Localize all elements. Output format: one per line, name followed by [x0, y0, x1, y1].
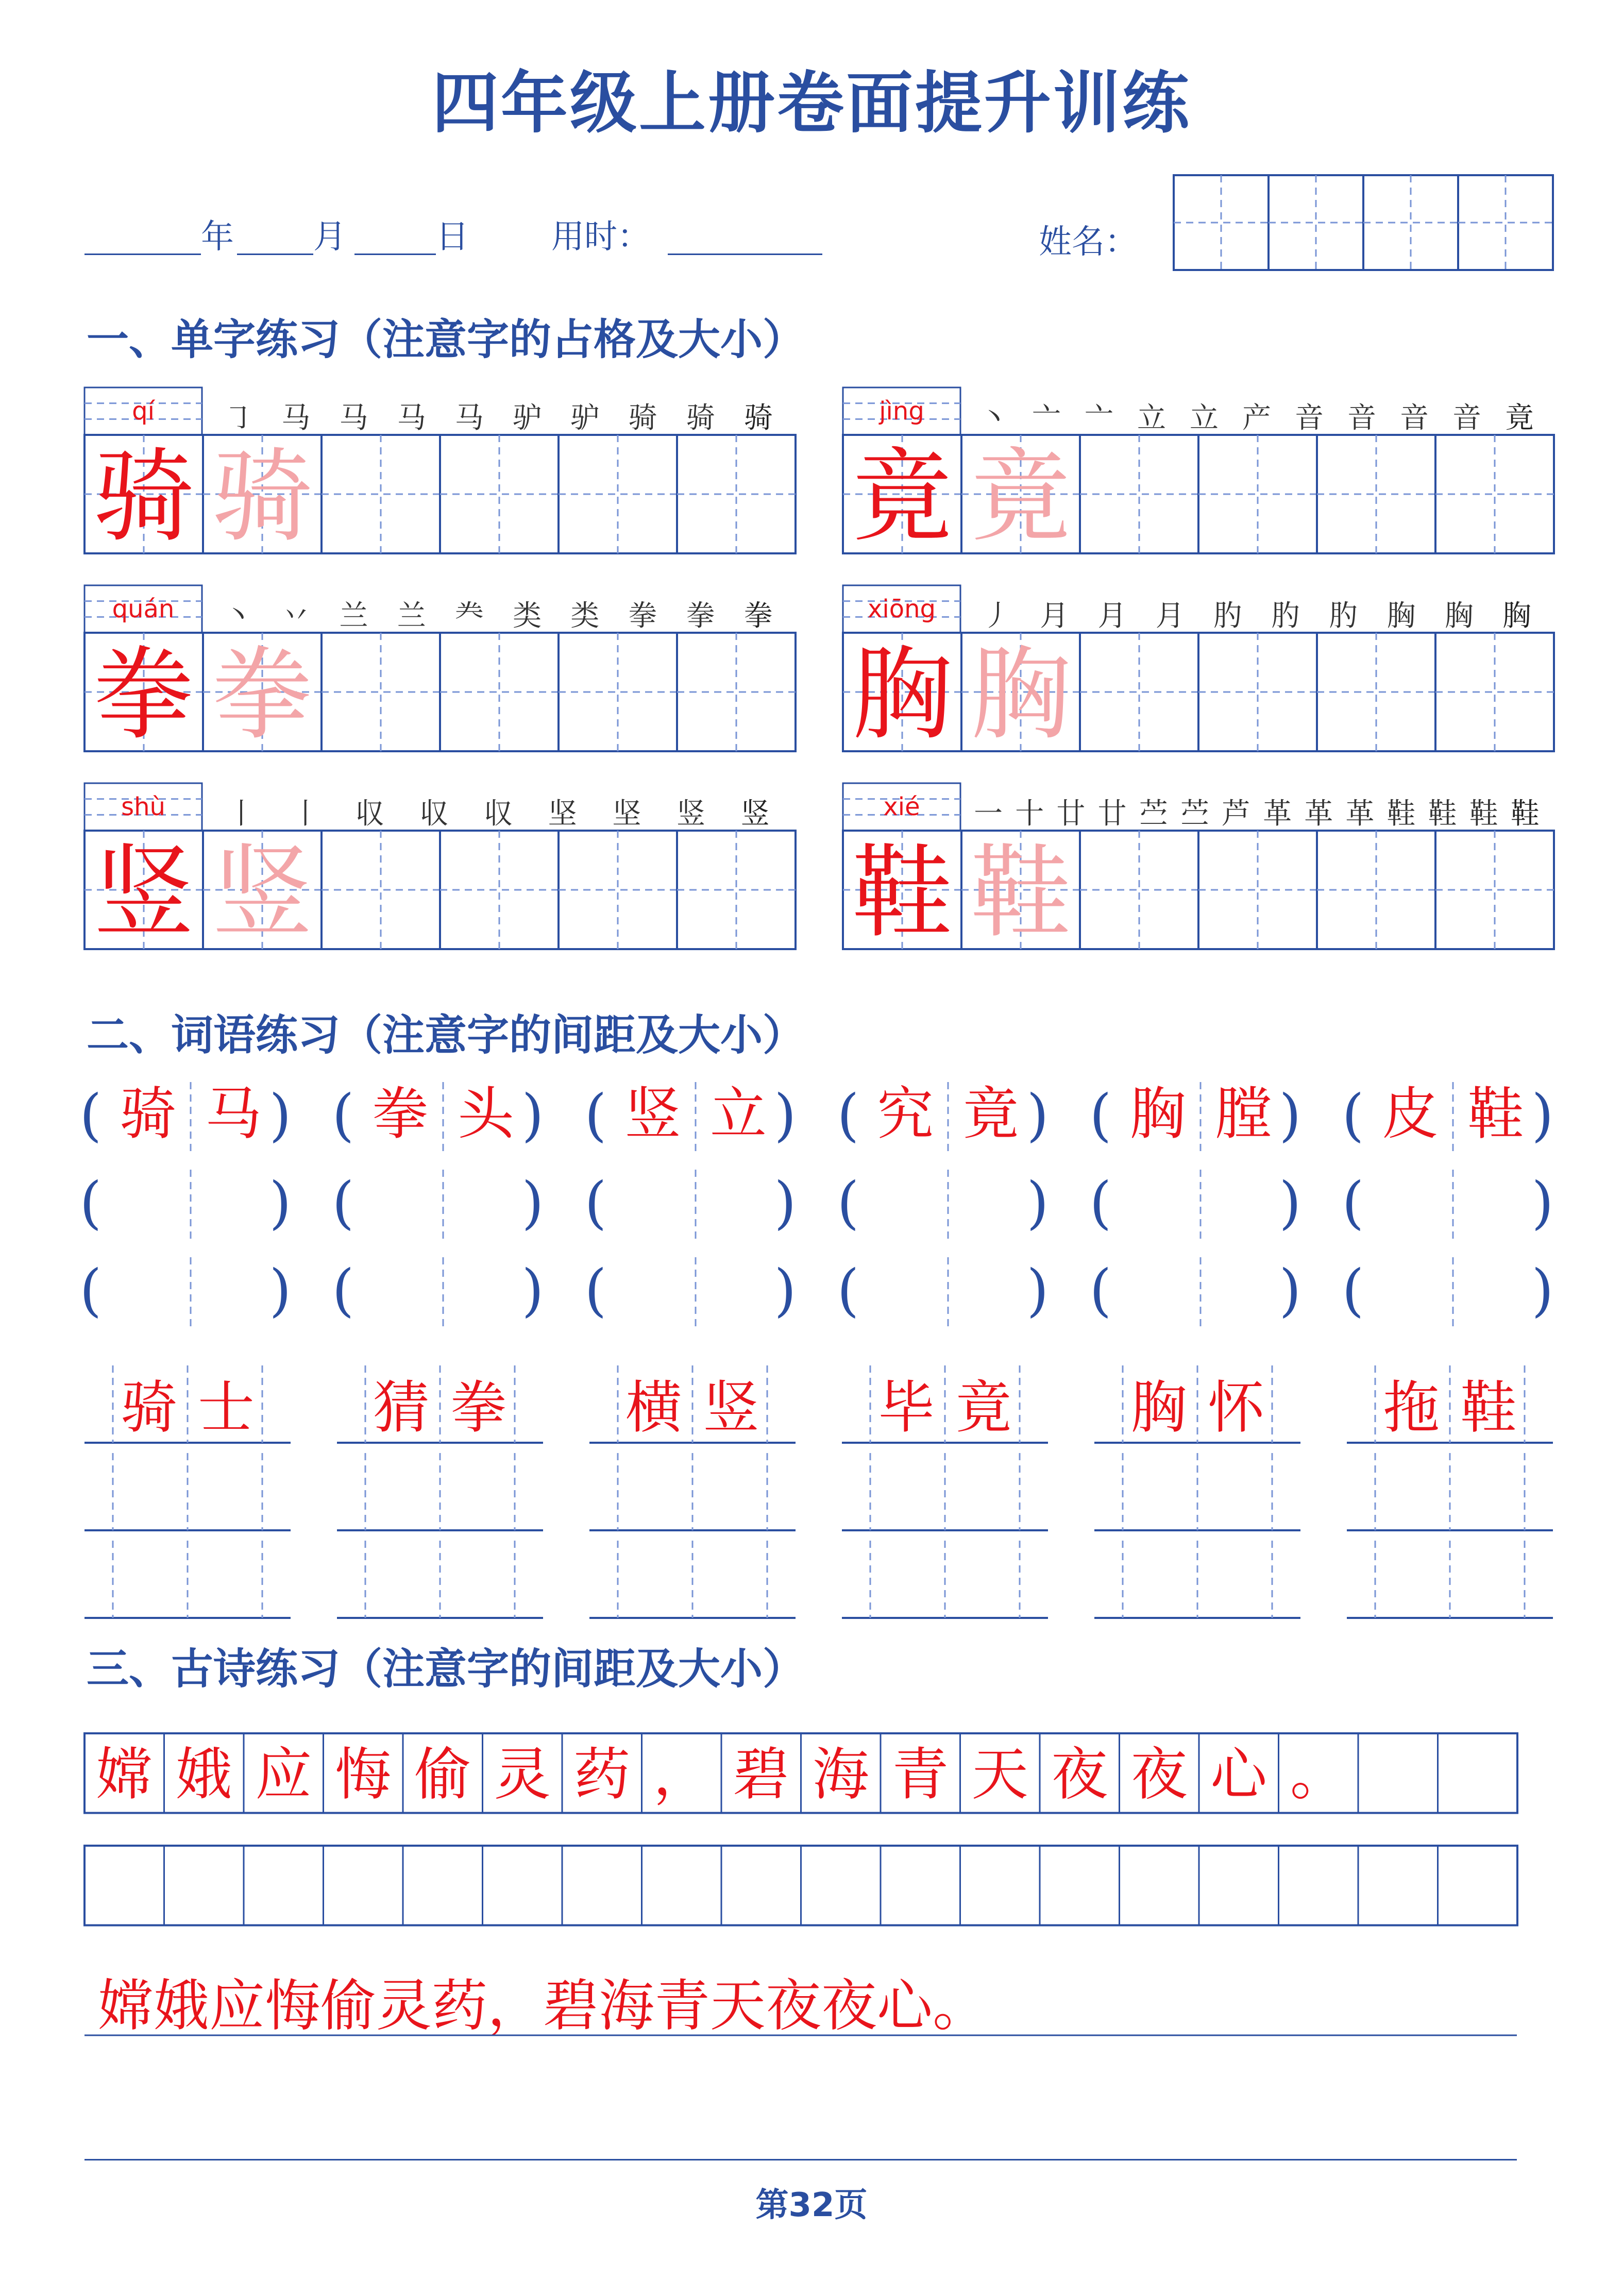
day-label: 日 — [436, 218, 469, 256]
stroke-order-step: 亠 — [1085, 401, 1113, 435]
name-label: 姓名： — [1039, 223, 1138, 261]
poem-line: 嫦娥应悔偷灵药，碧海青天夜夜心。 — [98, 1974, 989, 2038]
stroke-order-step: 竖 — [740, 797, 770, 831]
stroke-order-step: 马 — [397, 401, 426, 435]
trace-character: 胸 — [970, 636, 1072, 754]
stroke-order-step: 肑 — [1271, 599, 1300, 633]
model-character: 竟 — [851, 438, 953, 556]
bracket-close: ) — [774, 1257, 797, 1323]
year-label: 年 — [201, 218, 234, 256]
poem-char: 心 — [1210, 1742, 1267, 1808]
stroke-order-step: 丶 — [979, 401, 1008, 435]
bracket-open: ( — [1089, 1082, 1112, 1148]
stroke-order-step: 丷 — [281, 599, 311, 633]
word-char: 究 — [877, 1081, 934, 1147]
bracket-open: ( — [837, 1170, 859, 1236]
word-char: 竖 — [703, 1375, 759, 1441]
stroke-order-step: 竟 — [1505, 401, 1534, 435]
word-char: 怀 — [1208, 1375, 1264, 1441]
word-char: 皮 — [1382, 1081, 1439, 1147]
model-character: 拳 — [93, 636, 195, 754]
stroke-order-step: 音 — [1295, 401, 1324, 435]
stroke-order-step: 立 — [1190, 401, 1219, 435]
footer-line — [84, 2159, 1517, 2160]
model-character: 胸 — [851, 636, 953, 754]
poem-char: 碧 — [733, 1742, 790, 1808]
bracket-open: ( — [332, 1082, 354, 1148]
word-char: 膛 — [1215, 1081, 1272, 1147]
stroke-order-step: 丨 — [291, 797, 320, 831]
section-3-title: 三、古诗练习（注意字的间距及大小） — [87, 1645, 805, 1694]
bracket-close: ) — [269, 1257, 292, 1323]
pinyin-label: jìng — [879, 397, 924, 426]
word-char: 横 — [625, 1375, 682, 1441]
trace-character: 鞋 — [970, 834, 1072, 952]
bracket-open: ( — [79, 1257, 102, 1323]
page-number: 第32页 — [755, 2186, 868, 2224]
bracket-open: ( — [1089, 1257, 1112, 1323]
bracket-open: ( — [1342, 1082, 1364, 1148]
stroke-order-step: 音 — [1347, 401, 1376, 435]
stroke-order-step: 音 — [1452, 401, 1481, 435]
trace-character: 竖 — [211, 834, 313, 952]
bracket-close: ) — [521, 1257, 544, 1323]
word-char: 鞋 — [1460, 1375, 1517, 1441]
bracket-open: ( — [1342, 1257, 1364, 1323]
bracket-close: ) — [774, 1170, 797, 1236]
bracket-close: ) — [269, 1082, 292, 1148]
stroke-order-step: 苎 — [1180, 797, 1209, 831]
word-char: 竖 — [624, 1081, 681, 1147]
bracket-close: ) — [1026, 1082, 1049, 1148]
stroke-order-step: 类 — [513, 599, 542, 633]
stroke-order-step: 龹 — [454, 599, 484, 633]
poem-char: 青 — [892, 1742, 949, 1808]
bracket-close: ) — [1531, 1082, 1554, 1148]
word-char: 骑 — [120, 1081, 176, 1147]
word-char: 毕 — [878, 1375, 935, 1441]
stroke-order-step: 坚 — [548, 797, 577, 831]
poem-char: 嫦 — [96, 1742, 153, 1808]
stroke-order-step: 肑 — [1329, 599, 1358, 633]
word-char: 立 — [710, 1081, 767, 1147]
stroke-order-step: ㇆ — [224, 401, 253, 435]
stroke-order-step: 収 — [355, 797, 384, 831]
stroke-order-step: 驴 — [513, 401, 542, 435]
word-char: 竟 — [955, 1375, 1012, 1441]
word-char: 拳 — [372, 1081, 429, 1147]
bracket-open: ( — [1089, 1170, 1112, 1236]
word-char: 拖 — [1383, 1375, 1440, 1441]
word-char: 鞋 — [1467, 1081, 1524, 1147]
trace-character: 拳 — [211, 636, 313, 754]
stroke-order-step: 丶 — [224, 599, 253, 633]
poem-char: ， — [653, 1742, 710, 1808]
bracket-close: ) — [1531, 1170, 1554, 1236]
stroke-order-step: 胸 — [1444, 599, 1474, 633]
word-char: 猜 — [373, 1375, 430, 1441]
word-char: 胸 — [1130, 1375, 1187, 1441]
stroke-order-step: 一 — [974, 797, 1003, 831]
bracket-close: ) — [269, 1170, 292, 1236]
bracket-open: ( — [584, 1170, 607, 1236]
stroke-order-step: 竖 — [677, 797, 705, 831]
stroke-order-step: 芦 — [1221, 797, 1250, 831]
stroke-order-step: 鞋 — [1510, 797, 1540, 831]
poem-char: 夜 — [1051, 1742, 1108, 1808]
stroke-order-step: 骑 — [628, 401, 657, 435]
bracket-open: ( — [79, 1170, 102, 1236]
bracket-close: ) — [1279, 1082, 1301, 1148]
word-char: 士 — [198, 1375, 255, 1441]
bracket-close: ) — [774, 1082, 797, 1148]
bracket-close: ) — [1279, 1257, 1301, 1323]
pinyin-label: xiōng — [868, 595, 936, 623]
section-2-title: 二、词语练习（注意字的间距及大小） — [87, 1011, 805, 1060]
word-char: 马 — [205, 1081, 262, 1147]
poem-char: 。 — [1290, 1742, 1347, 1808]
stroke-order-step: 拳 — [686, 599, 715, 633]
bracket-open: ( — [584, 1082, 607, 1148]
poem-char: 悔 — [334, 1742, 392, 1808]
stroke-order-step: 类 — [570, 599, 600, 633]
stroke-order-step: 革 — [1263, 797, 1292, 831]
stroke-order-step: 肑 — [1213, 599, 1242, 633]
bracket-close: ) — [1531, 1257, 1554, 1323]
bracket-open: ( — [332, 1170, 354, 1236]
page-title: 四年级上册卷面提升训练 — [431, 64, 1191, 142]
stroke-order-step: 兰 — [397, 599, 426, 633]
stroke-order-step: 月 — [1040, 599, 1069, 633]
poem-char: 夜 — [1130, 1742, 1188, 1808]
poem-char: 应 — [255, 1742, 312, 1808]
stroke-order-step: 廿 — [1097, 797, 1127, 831]
stroke-order-step: 骑 — [743, 401, 773, 435]
stroke-order-step: 丨 — [227, 797, 256, 831]
stroke-order-step: 马 — [339, 401, 368, 435]
stroke-order-step: 产 — [1242, 401, 1271, 435]
time-label: 用时： — [551, 218, 650, 256]
stroke-order-step: 马 — [281, 401, 311, 435]
stroke-order-step: 坚 — [612, 797, 641, 831]
word-char: 竟 — [962, 1081, 1019, 1147]
stroke-order-step: 胸 — [1502, 599, 1531, 633]
stroke-order-step: 胸 — [1387, 599, 1416, 633]
bracket-open: ( — [837, 1257, 859, 1323]
stroke-order-step: 鞋 — [1387, 797, 1416, 831]
bracket-close: ) — [1279, 1170, 1301, 1236]
stroke-order-step: 月 — [1155, 599, 1185, 633]
model-character: 骑 — [93, 438, 195, 556]
poem-char: 海 — [812, 1742, 869, 1808]
poem-char: 娥 — [175, 1742, 232, 1808]
bracket-close: ) — [1026, 1257, 1049, 1323]
pinyin-label: shù — [121, 792, 165, 821]
stroke-order-step: 収 — [484, 797, 513, 831]
model-character: 竖 — [93, 834, 195, 952]
bracket-open: ( — [1342, 1170, 1364, 1236]
poem-char: 偷 — [414, 1742, 471, 1808]
stroke-order-step: 立 — [1137, 401, 1166, 435]
stroke-order-step: 十 — [1015, 797, 1044, 831]
month-label: 月 — [313, 218, 346, 256]
stroke-order-step: 鞋 — [1469, 797, 1498, 831]
stroke-order-step: 兰 — [339, 599, 368, 633]
bracket-open: ( — [584, 1257, 607, 1323]
stroke-order-step: 拳 — [628, 599, 657, 633]
word-char: 拳 — [450, 1375, 507, 1441]
stroke-order-step: 月 — [1097, 599, 1127, 633]
stroke-order-step: 革 — [1304, 797, 1333, 831]
word-char: 骑 — [121, 1375, 177, 1441]
stroke-order-step: 音 — [1400, 401, 1429, 435]
poem-char: 天 — [971, 1742, 1028, 1808]
stroke-order-step: 廿 — [1056, 797, 1086, 831]
stroke-order-step: 苎 — [1139, 797, 1168, 831]
pinyin-label: quán — [112, 595, 175, 623]
stroke-order-step: 収 — [419, 797, 449, 831]
stroke-order-step: 亠 — [1032, 401, 1061, 435]
pinyin-label: qí — [132, 397, 155, 426]
bracket-open: ( — [332, 1257, 354, 1323]
stroke-order-step: 马 — [454, 401, 484, 435]
word-char: 胸 — [1129, 1081, 1186, 1147]
poem-char: 药 — [573, 1742, 631, 1808]
trace-character: 骑 — [211, 438, 313, 556]
bracket-close: ) — [521, 1082, 544, 1148]
word-char: 头 — [458, 1081, 514, 1147]
section-1-title: 一、单字练习（注意字的占格及大小） — [87, 315, 805, 364]
trace-character: 竟 — [970, 438, 1072, 556]
stroke-order-step: 拳 — [743, 599, 773, 633]
stroke-order-step: 鞋 — [1428, 797, 1457, 831]
pinyin-label: xié — [883, 792, 920, 821]
model-character: 鞋 — [851, 834, 953, 952]
stroke-order-step: 驴 — [570, 401, 600, 435]
bracket-close: ) — [1026, 1170, 1049, 1236]
stroke-order-step: 丿 — [982, 599, 1011, 633]
stroke-order-step: 革 — [1345, 797, 1375, 831]
bracket-open: ( — [837, 1082, 859, 1148]
stroke-order-step: 骑 — [686, 401, 715, 435]
poem-char: 灵 — [494, 1742, 551, 1808]
bracket-open: ( — [79, 1082, 102, 1148]
bracket-close: ) — [521, 1170, 544, 1236]
